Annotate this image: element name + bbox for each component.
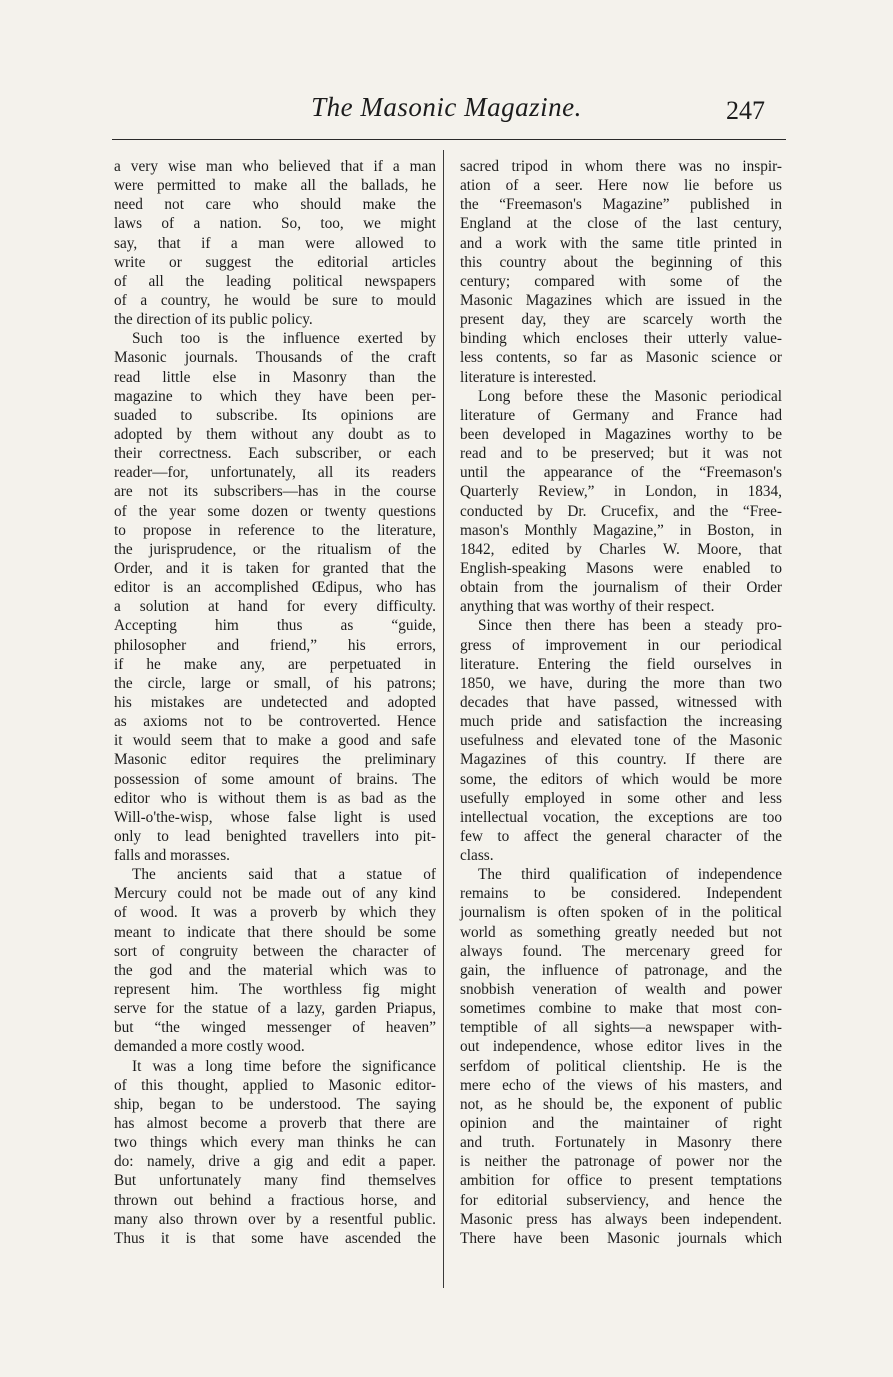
text-line: binding which encloses their utterly value- bbox=[460, 330, 782, 348]
text-line: Such too is the influence exerted by bbox=[132, 330, 436, 348]
text-line: the jurisprudence, or the ritualism of the bbox=[114, 540, 436, 558]
text-line: of a country, he would be sure to mould bbox=[114, 291, 436, 309]
text-line: not, as he should be, the exponent of public bbox=[460, 1095, 782, 1113]
text-line: Thus it is that some have ascended the bbox=[114, 1229, 436, 1247]
text-line: laws of a nation. So, too, we might bbox=[114, 215, 436, 233]
text-line: until the appearance of the “Freemason's bbox=[460, 464, 782, 482]
text-line: of all the leading political newspapers bbox=[114, 272, 436, 290]
text-line: editor is an accomplished Œdipus, who has bbox=[114, 579, 436, 597]
text-line: write or suggest the editorial articles bbox=[114, 253, 436, 271]
column-divider bbox=[443, 150, 444, 1288]
text-line: as axioms not to be controverted. Hence bbox=[114, 713, 436, 731]
text-line: two things which every man thinks he can bbox=[114, 1134, 436, 1152]
text-line: always found. The mercenary greed for bbox=[460, 942, 782, 960]
text-line: journalism is often spoken of in the political bbox=[460, 904, 782, 922]
text-line: England at the close of the last century, bbox=[460, 215, 782, 233]
text-line: usefully employed in some other and less bbox=[460, 789, 782, 807]
text-line: 1850, we have, during the more than two bbox=[460, 674, 782, 692]
text-line: mason's Monthly Magazine,” in Boston, in bbox=[460, 521, 782, 539]
text-line: read and to be preserved; but it was not bbox=[460, 445, 782, 463]
text-line: a very wise man who believed that if a man bbox=[114, 158, 436, 175]
text-line: reader—for, unfortunately, all its readers bbox=[114, 464, 436, 482]
text-line: world as something greatly needed but not bbox=[460, 923, 782, 941]
text-line: suaded to subscribe. Its opinions are bbox=[114, 406, 436, 424]
text-line: usefulness and elevated tone of the Masonic bbox=[460, 732, 782, 750]
text-line: of this thought, applied to Masonic editor- bbox=[114, 1076, 436, 1094]
text-line: gain, the influence of patronage, and the bbox=[460, 961, 782, 979]
text-line: Magazines of this country. If there are bbox=[460, 751, 782, 769]
text-line: sort of congruity between the character of bbox=[114, 942, 436, 960]
text-line: obtain from the journalism of their Order bbox=[460, 579, 782, 597]
text-line: magazine to which they have been per- bbox=[114, 387, 436, 405]
text-line: Long before these the Masonic periodical bbox=[478, 387, 782, 405]
text-line: do: namely, drive a gig and edit a paper. bbox=[114, 1153, 436, 1171]
text-line: editor who is without them is as bad as the bbox=[114, 789, 436, 807]
text-line: and a work with the same title printed in bbox=[460, 234, 782, 252]
text-line: opinion and the maintainer of right bbox=[460, 1115, 782, 1133]
text-line: been developed in Magazines worthy to be bbox=[460, 425, 782, 443]
text-line: literature is interested. bbox=[460, 368, 597, 386]
text-line: The ancients said that a statue of bbox=[132, 866, 436, 884]
text-line: sometimes combine to make that most con- bbox=[460, 1000, 782, 1018]
text-line: literature. Entering the field ourselves in bbox=[460, 655, 782, 673]
text-line: serve for the statue of a lazy, garden Priapus, bbox=[114, 1000, 436, 1018]
text-line: read little else in Masonry than the bbox=[114, 368, 436, 386]
text-line: represent him. The worthless fig might bbox=[114, 981, 436, 999]
text-line: possession of some amount of brains. The bbox=[114, 770, 436, 788]
text-line: some, the editors of which would be more bbox=[460, 770, 782, 788]
text-line: present day, they are scarcely worth the bbox=[460, 311, 782, 329]
text-line: Mercury could not be made out of any kind bbox=[114, 885, 436, 903]
left-column bbox=[114, 157, 436, 1248]
text-line: serfdom of political clientship. He is the bbox=[460, 1057, 782, 1075]
text-line: need not care who should make the bbox=[114, 196, 436, 214]
text-line: but “the winged messenger of heaven” bbox=[114, 1019, 436, 1037]
text-line: ambition for office to present temptations bbox=[460, 1172, 782, 1190]
text-line: Accepting him thus as “guide, bbox=[114, 617, 436, 635]
text-line: this country about the beginning of this bbox=[460, 253, 782, 271]
text-line: the “Freemason's Magazine” published in bbox=[460, 196, 782, 214]
text-line: Quarterly Review,” in London, in 1834, bbox=[460, 483, 782, 501]
text-line: only to lead benighted travellers into pit- bbox=[114, 827, 436, 845]
text-line: anything that was worthy of their respect. bbox=[460, 598, 715, 616]
right-column bbox=[460, 157, 782, 1248]
text-line: meant to indicate that there should be some bbox=[114, 923, 436, 941]
text-line: Masonic Magazines which are issued in the bbox=[460, 291, 782, 309]
running-title: The Masonic Magazine. bbox=[311, 92, 582, 122]
text-line: literature of Germany and France had bbox=[460, 406, 782, 424]
text-line: are not its subscribers—has in the course bbox=[114, 483, 436, 501]
text-line: if he make any, are perpetuated in bbox=[114, 655, 436, 673]
text-line: Order, and it is taken for granted that the bbox=[114, 559, 436, 577]
text-line: decades that have passed, witnessed with bbox=[460, 693, 782, 711]
text-line: it would seem that to make a good and safe bbox=[114, 732, 436, 750]
text-line: It was a long time before the significance bbox=[132, 1057, 436, 1075]
text-line: Masonic editor requires the preliminary bbox=[114, 751, 436, 769]
text-line: his mistakes are undetected and adopted bbox=[114, 693, 436, 711]
text-line: much pride and satisfaction the increasing bbox=[460, 713, 782, 731]
text-line: a solution at hand for every difficulty. bbox=[114, 598, 436, 616]
text-line: their correctness. Each subscriber, or each bbox=[114, 445, 436, 463]
text-line: There have been Masonic journals which bbox=[460, 1229, 782, 1247]
header-rule bbox=[112, 139, 786, 140]
page-number: 247 bbox=[726, 96, 765, 125]
text-line: snobbish veneration of wealth and power bbox=[460, 981, 782, 999]
text-line: thrown out behind a fractious horse, and bbox=[114, 1191, 436, 1209]
text-line: mere echo of the views of his masters, and bbox=[460, 1076, 782, 1094]
text-line: the god and the material which was to bbox=[114, 961, 436, 979]
text-line: Will-o'the-wisp, whose false light is used bbox=[114, 808, 436, 826]
text-line: sacred tripod in whom there was no inspir- bbox=[460, 158, 782, 175]
text-line: 1842, edited by Charles W. Moore, that bbox=[460, 540, 782, 558]
text-line: out independence, whose editor lives in the bbox=[460, 1038, 782, 1056]
text-line: philosopher and friend,” his errors, bbox=[114, 636, 436, 654]
text-line: few to affect the general character of the bbox=[460, 827, 782, 845]
text-line: of the year some dozen or twenty questions bbox=[114, 502, 436, 520]
text-line: ship, began to be understood. The saying bbox=[114, 1095, 436, 1113]
text-line: demanded a more costly wood. bbox=[114, 1038, 305, 1056]
text-line: for editorial subserviency, and hence the bbox=[460, 1191, 782, 1209]
text-line: say, that if a man were allowed to bbox=[114, 234, 436, 252]
text-line: Masonic journals. Thousands of the craft bbox=[114, 349, 436, 367]
text-line: and truth. Fortunately in Masonry there bbox=[460, 1134, 782, 1152]
text-line: to propose in reference to the literature, bbox=[114, 521, 436, 539]
text-line: adopted by them without any doubt as to bbox=[114, 425, 436, 443]
text-line: has almost become a proverb that there are bbox=[114, 1115, 436, 1133]
text-line: But unfortunately many find themselves bbox=[114, 1172, 436, 1190]
text-line: century; compared with some of the bbox=[460, 272, 782, 290]
text-line: Since then there has been a steady pro- bbox=[478, 617, 782, 635]
text-line: many also thrown over by a resentful public. bbox=[114, 1210, 436, 1228]
text-line: of wood. It was a proverb by which they bbox=[114, 904, 436, 922]
text-line: falls and morasses. bbox=[114, 847, 230, 865]
text-line: English-speaking Masons were enabled to bbox=[460, 559, 782, 577]
text-line: the direction of its public policy. bbox=[114, 311, 313, 329]
text-line: the circle, large or small, of his patrons; bbox=[114, 674, 436, 692]
text-line: class. bbox=[460, 847, 494, 865]
text-line: ation of a seer. Here now lie before us bbox=[460, 177, 782, 195]
text-line: is neither the patronage of power nor the bbox=[460, 1153, 782, 1171]
text-line: The third qualification of independence bbox=[478, 866, 782, 884]
text-line: intellectual vocation, the exceptions are too bbox=[460, 808, 782, 826]
text-line: less contents, so far as Masonic science or bbox=[460, 349, 782, 367]
text-line: Masonic press has always been independent. bbox=[460, 1210, 782, 1228]
text-line: conducted by Dr. Crucefix, and the “Free- bbox=[460, 502, 782, 520]
text-line: remains to be considered. Independent bbox=[460, 885, 782, 903]
text-line: were permitted to make all the ballads, he bbox=[114, 177, 436, 195]
text-line: temptible of all sights—a newspaper with- bbox=[460, 1019, 782, 1037]
text-line: gress of improvement in our periodical bbox=[460, 636, 782, 654]
